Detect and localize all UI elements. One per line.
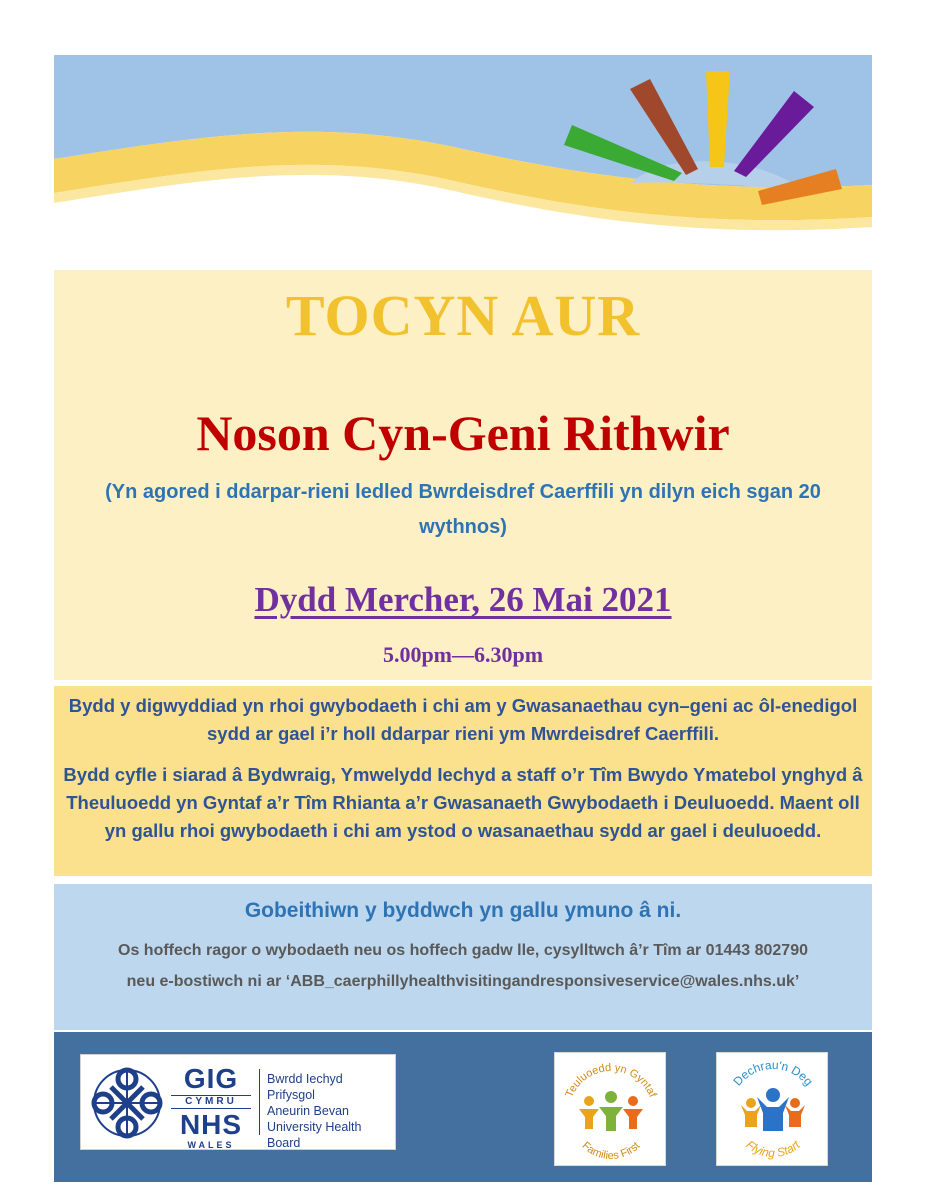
event-subtitle: Noson Cyn-Geni Rithwir: [196, 405, 730, 461]
description-paragraph-2: Bydd cyfle i siarad â Bydwraig, Ymwelydd Iechyd a staff o’r Tîm Bwydo Ymatebol ynghyd â Theuluoedd yn Gyntaf a’r Tîm Rhianta a’r Gwasanaeth Gwybodaeth i Deuluoedd. Maent oll yn gallu rhoi gwybodaeth i chi am ystod o wasanaethau sydd ar gael i deuluoedd.: [63, 764, 863, 841]
contact-heading: Gobeithiwn y byddwch yn gallu ymuno â ni.: [244, 899, 682, 922]
description-paragraph-1: Bydd y digwyddiad yn rhoi gwybodaeth i chi am y Gwasanaethau cyn–geni ac ôl-enedigol sydd ar gael i’r holl ddarpar rieni ym Mwrdeisdref Caerffili.: [68, 695, 858, 744]
contact-phone-line: Os hoffech ragor o wybodaeth neu os hoffech gadw lle, cysylltwch â’r Tîm ar 01443 802790: [118, 942, 808, 959]
families-first-emblem: [555, 1053, 667, 1167]
sun-banner-illustration: [54, 55, 872, 247]
celtic-knot-icon: [87, 1063, 167, 1143]
nhs-wales-logo: [80, 1054, 396, 1150]
svg-text:Flying Start: Flying Start: [743, 1137, 803, 1161]
event-time: 5.00pm—6.30pm: [382, 642, 544, 667]
event-title-panel: [54, 270, 872, 680]
family-figures-icon: [579, 1091, 643, 1131]
event-description-panel: [54, 686, 872, 876]
nhs-wordmark: GIG CYMRU NHS WALES: [171, 1065, 251, 1150]
logo-divider: [259, 1069, 260, 1135]
event-date-line: [54, 580, 872, 620]
footer-logos: [54, 1032, 872, 1182]
flying-start-emblem: [717, 1053, 829, 1167]
svg-text:Teuluoedd yn Gyntaf: Teuluoedd yn Gyntaf: [563, 1061, 659, 1100]
svg-text:Dechrau'n Deg: Dechrau'n Deg: [730, 1057, 816, 1089]
svg-text:Families First: Families First: [579, 1139, 643, 1163]
contact-email-line: neu e-bostiwch ni ar ‘ABB_caerphillyhealthvisitingandresponsiveservice@wales.nhs.uk’: [126, 973, 800, 990]
health-board-name: Bwrdd Iechyd Prifysgol Aneurin Bevan University Health Board: [267, 1072, 362, 1150]
event-name: TOCYN AUR: [285, 283, 641, 348]
jumping-children-icon: [741, 1088, 805, 1131]
families-first-logo: [554, 1052, 666, 1166]
flying-start-logo: [716, 1052, 828, 1166]
event-date: Dydd Mercher, 26 Mai 2021: [254, 580, 672, 619]
eligibility-note: (Yn agored i ddarpar-rieni ledled Bwrdeisdref Caerffili yn dilyn eich sgan 20 wythnos): [105, 481, 821, 538]
contact-panel: [54, 884, 872, 1030]
